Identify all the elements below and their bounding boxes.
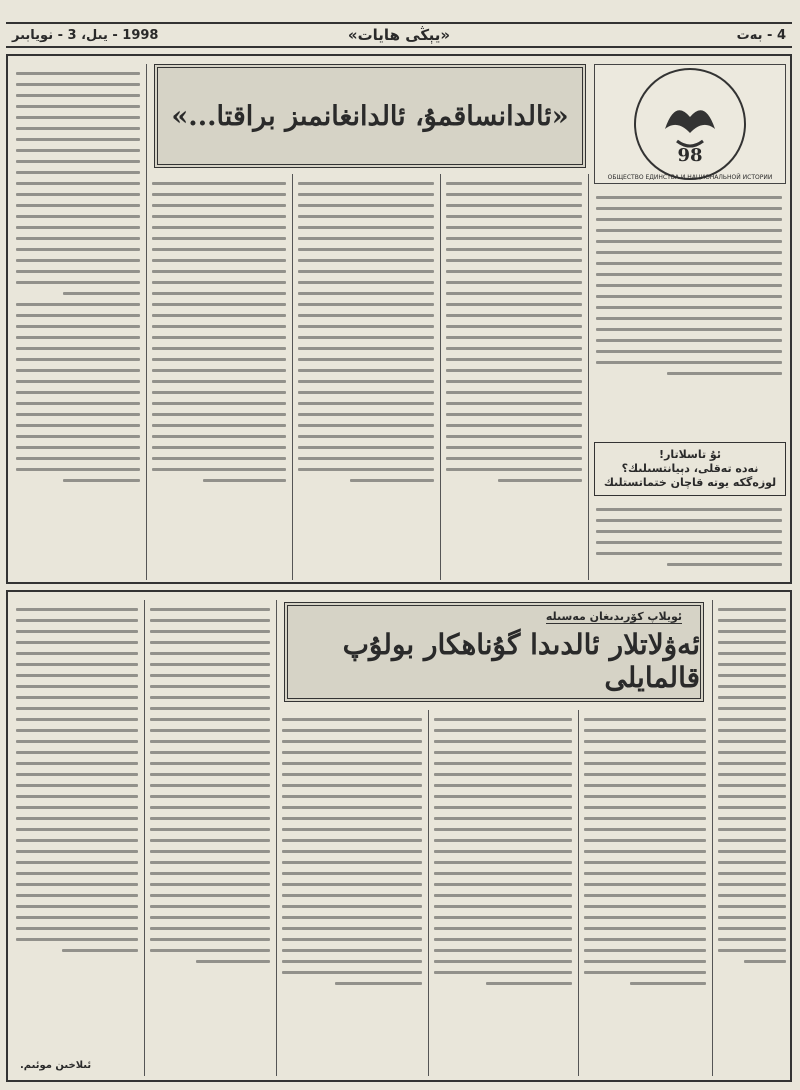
quote-line: ئۇ تاسلاتار! xyxy=(659,448,721,461)
upper-headline: «ئالدانساقمۇ، ئالدانغانمىز براقتا...» xyxy=(154,64,586,168)
column-rule xyxy=(712,600,713,1076)
column-rule xyxy=(292,174,293,580)
column-rule xyxy=(588,174,589,580)
text-column xyxy=(596,188,782,438)
text-column xyxy=(596,500,782,580)
column-rule xyxy=(440,174,441,580)
lower-headline: ئەۋلاتلار ئالدىدا گۇناھكار بولۇپ قالمايلى xyxy=(342,628,700,694)
column-text xyxy=(16,72,140,482)
text-column xyxy=(16,600,138,1060)
text-column xyxy=(16,64,140,580)
organization-logo xyxy=(594,64,786,184)
text-column xyxy=(718,600,786,1076)
logo-number: 98 xyxy=(677,145,703,166)
column-rule xyxy=(144,600,145,1076)
paper-name: «يېڭى ھايات» xyxy=(347,26,451,44)
quote-box xyxy=(594,442,786,496)
quote-line: نەدە تەقلى، دېيانتسىلىك؟ xyxy=(621,462,759,475)
logo-caption: ОБЩЕСТВО ЕДИНСТВА И НАЦИОНАЛЬНОЙ ИСТОРИИ xyxy=(607,174,773,181)
text-column xyxy=(152,174,286,580)
quote-line: لوزەگكە يوتە قاچان ختماتستلىك xyxy=(603,476,777,489)
text-column xyxy=(150,600,270,1076)
logo-emblem xyxy=(634,68,746,180)
column-rule xyxy=(578,710,579,1076)
masthead xyxy=(6,22,792,48)
column-rule xyxy=(428,710,429,1076)
text-column xyxy=(434,710,572,1076)
upper-article xyxy=(6,54,792,584)
issue-date: 1998 - يىل، 3 - نويابىر xyxy=(12,27,159,43)
column-rule xyxy=(146,64,147,580)
text-column xyxy=(282,710,422,1076)
text-column xyxy=(584,710,706,1076)
column-rule xyxy=(276,600,277,1076)
lower-headline-box xyxy=(284,602,704,702)
article-signature: ئىلاخىن موئىم. xyxy=(20,1060,92,1071)
lower-article xyxy=(6,590,792,1082)
lower-kicker: ئويلاپ كۆرىدىغان مەسىلە xyxy=(545,610,682,623)
page-number: 4 - بەت xyxy=(736,27,786,43)
text-column xyxy=(446,174,582,580)
text-column xyxy=(298,174,434,580)
